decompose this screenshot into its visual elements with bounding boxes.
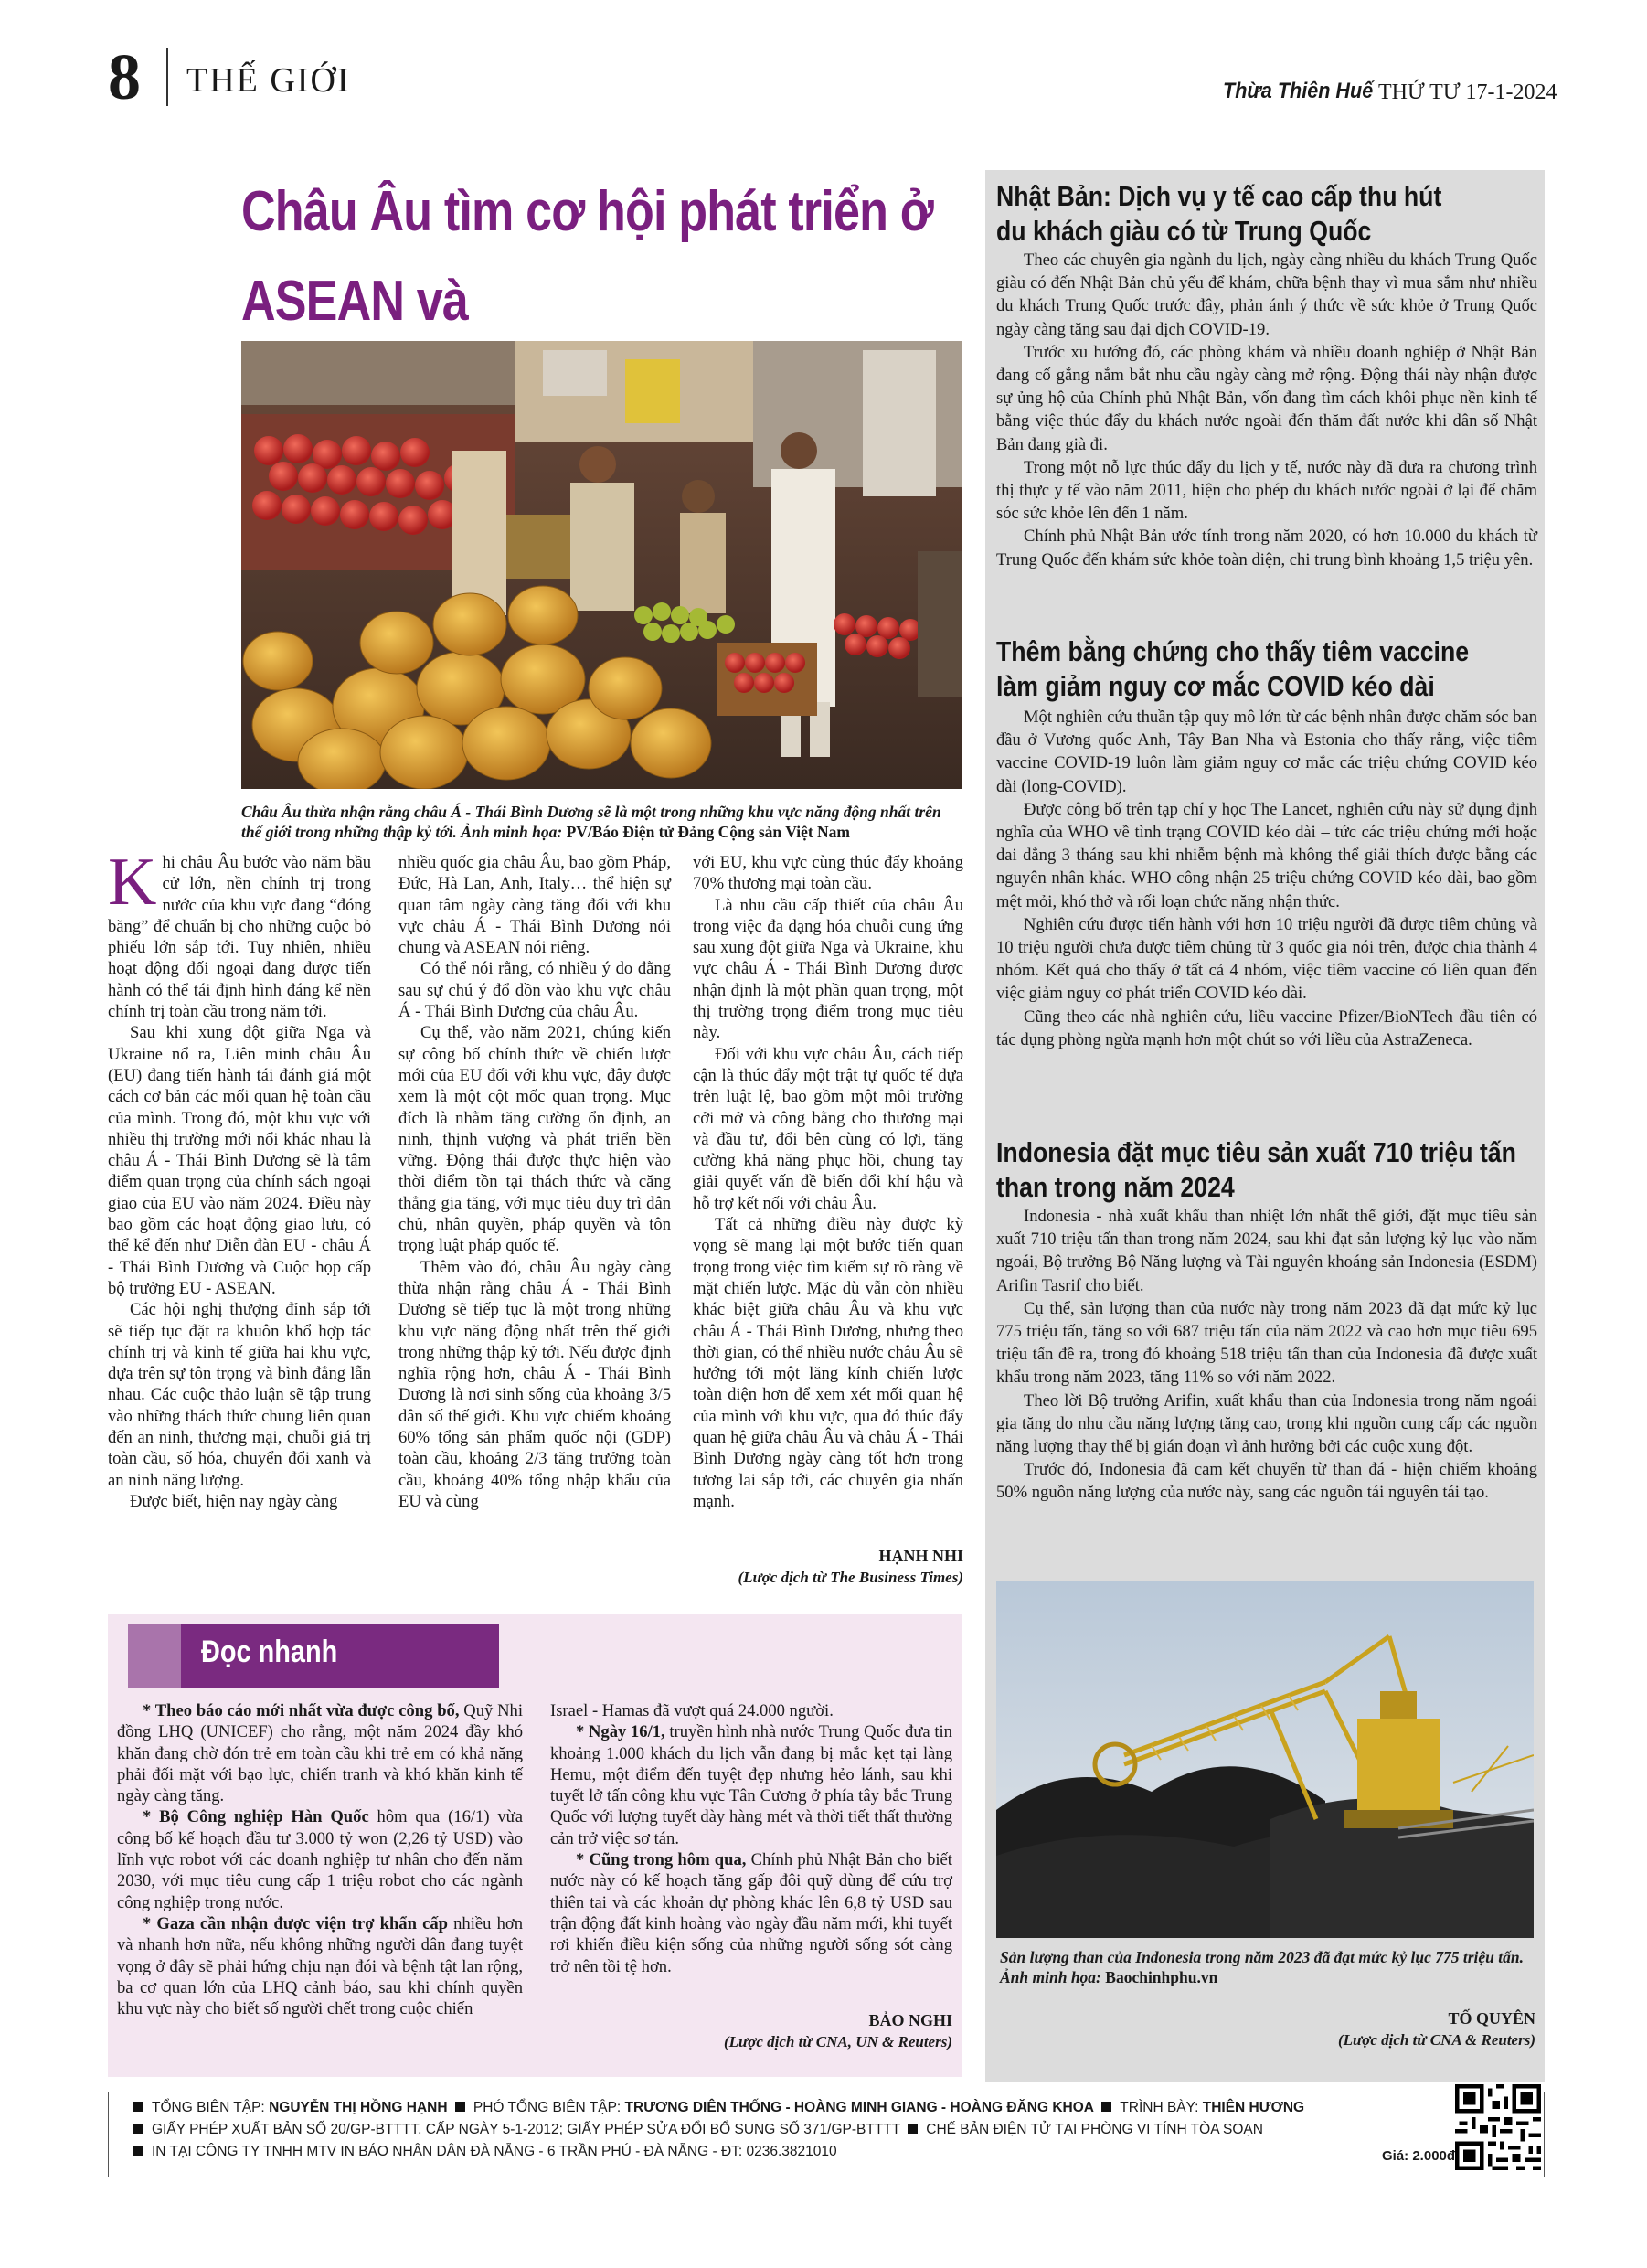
footer-text: GIẤY PHÉP XUẤT BẢN SỐ 20/GP-BTTTT, CẤP NGÀY 5-1-2012; GIẤY PHÉP SỬA ĐỔI BỔ SUNG SỐ 371/GP-BTTTT xyxy=(152,2122,900,2137)
coal-terminal-photo xyxy=(996,1581,1534,1938)
headline-line: du khách giàu có từ Trung Quốc xyxy=(996,215,1372,247)
market-photo xyxy=(241,341,962,789)
quick-item xyxy=(550,1721,952,1849)
paragraph: Cũng theo các nhà nghiên cứu, liều vaccine Pfizer/BioNTech đầu tiên có tác dụng phòng ngừa mạnh hơn một chút so với liều của AstraZeneca. xyxy=(996,1006,1537,1049)
paragraph: Tất cả những điều này được kỳ vọng sẽ mang lại một bước tiến quan trọng trong việc tìm kiếm sự rõ ràng về mặt chiến lược. Mặc dù vẫn còn nhiều khác biệt giữa châu Âu và khu vực châu Á - Thái Bình Dương, nhưng theo thời gian, có thể nhiều nước châu Âu sẽ hướng tới một lăng kính chiến lược toàn diện hơn để xem xét mối quan hệ của mình với khu vực, qua đó thúc đẩy quan hệ giữa châu Âu và châu Á - Thái Bình Dương ngày càng tốt hơn trong tương lai sắp tới, các chuyên gia nhấn mạnh. xyxy=(693,1215,963,1511)
paragraph: Trong một nỗ lực thúc đẩy du lịch y tế, nước này đã đưa ra chương trình thị thực y tế vào năm 2011, hiện cho phép du khách nước ngoài ở lại để chăm sóc sức khỏe lên đến 1 năm. xyxy=(996,457,1537,524)
bullet-square-icon xyxy=(1101,2102,1111,2112)
paragraph: Cụ thể, vào năm 2021, chúng kiến sự công bố chính thức về chiến lược mới của EU đối với khu vực, đây được xem là một cột mốc quan trọng. Mục đích là nhằm tăng cường ổn định, an ninh, thịnh vượng và phát triển bền vững. Động thái được thực hiện vào thời điểm tồn tại thách thức và căng thẳng gia tăng, với mục tiêu duy trì dân chủ, nhân quyền, pháp quyền và tôn trọng luật pháp quốc tế. xyxy=(398,1023,671,1256)
footer-value: NGUYỄN THỊ HỒNG HẠNH xyxy=(269,2100,448,2115)
section-title: THẾ GIỚI xyxy=(186,61,351,100)
quick-item xyxy=(117,1806,523,1912)
caption-text: Châu Âu thừa nhận rằng châu Á - Thái Bình Dương sẽ là một trong những khu vực năng động nhất trên thế giới trong những thập kỷ tới. Ảnh minh họa: xyxy=(241,803,941,841)
footer-value: TRƯƠNG DIÊN THỐNG - HOÀNG MINH GIANG - HOÀNG ĐĂNG KHOA xyxy=(624,2100,1094,2115)
footer-row-editors xyxy=(130,2097,1304,2119)
paragraph: Có thể nói rằng, có nhiều ý do đằng sau sự chú ý đổ dồn vào khu vực châu Á - Thái Bình Dương của châu Âu. xyxy=(398,959,671,1022)
quick-item-lead: * Bộ Công nghiệp Hàn Quốc xyxy=(143,1807,369,1827)
footer-value: THIÊN HƯƠNG xyxy=(1202,2100,1305,2115)
market-photo-caption xyxy=(241,802,963,842)
price-label: Giá: 2.000đ xyxy=(1382,2148,1456,2164)
paragraph: Nghiên cứu được tiến hành với hơn 10 triệu người đã được tiêm chủng và 10 triệu người chưa được tiêm chủng từ 3 quốc gia nói trên, được chia thành 4 nhóm. Kết quả cho thấy ở tất cả 4 nhóm, việc tiêm vaccine có liên quan đến việc giảm nguy cơ phát triển COVID kéo dài. xyxy=(996,914,1537,1004)
paragraph: Một nghiên cứu thuần tập quy mô lớn từ các bệnh nhân được chăm sóc ban đầu ở Vương quốc Anh, Tây Ban Nha và Estonia cho thấy rằng, việc tiêm vaccine COVID-19 luôn làm giảm nguy cơ mắc các triệu chứng COVID kéo dài (long-COVID). xyxy=(996,708,1537,796)
footer-label: TRÌNH BÀY: xyxy=(1120,2100,1199,2115)
paragraph: Được biết, hiện nay ngày càng xyxy=(130,1491,338,1511)
quick-read-byline: BẢO NGHI xyxy=(868,2011,952,2029)
footer-row-printer xyxy=(130,2141,837,2163)
footer-label: PHÓ TỔNG BIÊN TẬP: xyxy=(473,2100,622,2115)
lead-text: hi châu Âu bước vào năm bầu cử lớn, nền chính trị trong nước của khu vực đang “đóng băng” để chuẩn bị cho những cuộc bỏ phiếu lớn sắp tới. Tuy nhiên, nhiều hoạt động đối ngoại đang được tiến hành có thể tái định hình đáng kể nền chính trị toàn cầu trong năm tới. xyxy=(108,853,371,1022)
quick-item xyxy=(117,1913,523,2019)
bullet-square-icon xyxy=(133,2102,143,2112)
article-column-3 xyxy=(693,852,963,1512)
quick-item xyxy=(117,1700,523,1806)
quick-item-continued: Israel - Hamas đã vượt quá 24.000 người. xyxy=(550,1701,834,1720)
article-source: (Lược dịch từ The Business Times) xyxy=(738,1569,963,1586)
paragraph: nhiều quốc gia châu Âu, bao gồm Pháp, Đức, Hà Lan, Anh, Italy… thể hiện sự quan tâm ngày càng tăng đối với khu vực châu Á - Thái Bình Dương nói chung và ASEAN nói riêng. xyxy=(398,853,671,958)
paragraph: Trước xu hướng đó, các phòng khám và nhiều doanh nghiệp ở Nhật Bản đang cố gắng nắm bắt nhu cầu ngày càng mở rộng. Động thái này nhận được sự ủng hộ của Chính phủ Nhật Bản, vốn đang tìm cách khôi phục nền kinh tế bằng việc thúc đẩy du khách nước ngoài đến thăm đất nước khi dân số Nhật Bản đang già đi. xyxy=(996,342,1537,454)
japan-story xyxy=(996,249,1537,571)
drop-cap: K xyxy=(108,845,157,920)
main-headline-line1: Châu Âu tìm cơ hội phát triển ở ASEAN và xyxy=(241,180,933,333)
japan-headline xyxy=(996,179,1538,249)
paragraph: Đối với khu vực châu Âu, cách tiếp cận là thúc đẩy một trật tự quốc tế dựa trên luật lệ, bao gồm một môi trường cởi mở và công bằng cho thương mại và đầu tư, đổi bên cùng có lợi, tăng cường khả năng phục hồi, chung tay giải quyết vấn đề biến đổi khí hậu và hỗ trợ kết nối với châu Âu. xyxy=(693,1044,963,1213)
vaccine-story xyxy=(996,706,1537,1051)
quick-item-lead: * Cũng trong hôm qua, xyxy=(576,1850,747,1870)
paragraph: Được công bố trên tạp chí y học The Lancet, nghiên cứu này sử dụng định nghĩa của WHO về tình trạng COVID kéo dài – tức các triệu chứng mới hoặc dai dẳng 3 tháng sau khi nhiễm bệnh mà không thể giải thích được bằng các nguyên nhân khác. WHO công nhận 25 triệu chứng COVID kéo dài, bao gồm mệt mỏi, khó thở và rối loạn chức năng nhận thức. xyxy=(996,799,1537,911)
quick-item-lead: * Ngày 16/1, xyxy=(576,1722,665,1742)
quick-read-title: Đọc nhanh xyxy=(201,1634,338,1669)
quick-item-lead: * Theo báo cáo mới nhất vừa được công bố, xyxy=(143,1701,460,1720)
caption-text: Sản lượng than của Indonesia trong năm 2023 đã đạt mức kỷ lục 775 triệu tấn. Ảnh minh họa: xyxy=(1000,1948,1524,1986)
paragraph: Theo các chuyên gia ngành du lịch, ngày càng nhiều du khách Trung Quốc giàu có đến Nhật Bản chủ yếu để khám, chữa bệnh thay vì mua sắm như nhiều du khách Trung Quốc trước đây, phản ánh ý thức về sức khỏe ở Trung Quốc ngày càng tăng sau đại dịch COVID-19. xyxy=(996,250,1537,339)
paragraph: Là nhu cầu cấp thiết của châu Âu trong việc đa dạng hóa chuỗi cung ứng sau xung đột giữa Nga và Ukraine, khu vực châu Á - Thái Bình Dương được nhận định là một phần quan trọng, một thị trường trọng điểm trong mục tiêu này. xyxy=(693,895,963,1043)
indonesia-source: (Lược dịch từ CNA & Reuters) xyxy=(1337,2031,1535,2049)
indonesia-headline xyxy=(996,1135,1538,1205)
quick-read-tab-accent xyxy=(128,1624,181,1688)
paragraph: Theo lời Bộ trưởng Arifin, xuất khẩu than của Indonesia trong năm ngoái gia tăng do nhu cầu năng lượng tăng cao, trong khi nguồn cung cấp các nguồn năng lượng thay thế bị gián đoạn vì ảnh hưởng bởi các cuộc xung đột. xyxy=(996,1390,1537,1457)
headline-line: Indonesia đặt mục tiêu sản xuất 710 triệu tấn xyxy=(996,1136,1516,1168)
caption-credit: Baochinhphu.vn xyxy=(1105,1968,1218,1986)
coal-photo-caption xyxy=(1000,1947,1539,1987)
headline-line: than trong năm 2024 xyxy=(996,1171,1235,1203)
paragraph: với EU, khu vực cùng thúc đẩy khoảng 70% thương mại toàn cầu. xyxy=(693,853,963,894)
paragraph: Các hội nghị thượng đỉnh sắp tới sẽ tiếp tục đặt ra khuôn khổ hợp tác chính trị và kinh tế giữa hai khu vực, dựa trên sự tôn trọng và bình đẳng lẫn nhau. Các cuộc thảo luận sẽ tập trung vào những thách thức chung liên quan đến an ninh, thương mại, chuỗi giá trị toàn cầu, số hóa, chuyển đổi xanh và an ninh năng lượng. xyxy=(108,1300,371,1490)
quick-item-text: Quỹ Nhi đồng LHQ (UNICEF) cho rằng, một năm 2024 đầy khó khăn đang chờ đón trẻ em toàn cầu khi trẻ em có khả năng phải đối mặt với bạo lực, chiến tranh và khó khăn kinh tế ngày càng tăng. xyxy=(117,1701,524,1806)
footer-text: IN TẠI CÔNG TY TNHH MTV IN BÁO NHÂN DÂN ĐÀ NẴNG - 6 TRẦN PHÚ - ĐÀ NẴNG - ĐT: 0236.3821010 xyxy=(152,2144,837,2159)
footer-row-license xyxy=(130,2119,1263,2141)
header-divider xyxy=(166,48,168,106)
paragraph: Chính phủ Nhật Bản ước tính trong năm 2020, có hơn 10.000 du khách từ Trung Quốc đến khám sức khỏe toàn diện, chi trung bình khoảng 1,5 triệu yên. xyxy=(996,527,1537,570)
quick-item-text: hôm qua (16/1) vừa công bố kế hoạch đầu tư 3.000 tỷ won (2,26 tỷ USD) vào lĩnh vực robot với các doanh nghiệp tư nhân cho đến năm 2030, với mục tiêu cung cấp 1 triệu robot cho các ngành công nghiệp trong nước. xyxy=(117,1807,523,1912)
article-column-1 xyxy=(108,845,371,1512)
article-column-2 xyxy=(398,852,671,1512)
masthead: Thừa Thiên Huế xyxy=(1223,79,1374,103)
paragraph: Cụ thể, sản lượng than của nước này trong năm 2023 đã đạt mức kỷ lục 775 triệu tấn, tăng so với 687 triệu tấn của năm 2022 và cao hơn mục tiêu 695 triệu tấn đề ra, trong đó khoảng 518 triệu tấn than của Indonesia đã được xuất khẩu trong năm 2023, tăng 11% so với năm 2022. xyxy=(996,1298,1537,1388)
caption-credit: PV/Báo Điện tử Đảng Cộng sản Việt Nam xyxy=(566,823,851,841)
footer-label: TỔNG BIÊN TẬP: xyxy=(152,2100,265,2115)
qr-code-icon[interactable] xyxy=(1455,2084,1541,2170)
headline-line: làm giảm nguy cơ mắc COVID kéo dài xyxy=(996,670,1435,702)
quick-read-column-1 xyxy=(117,1700,523,2019)
indonesia-byline: TỐ QUYÊN xyxy=(1448,2009,1535,2028)
page-number: 8 xyxy=(108,40,141,113)
quick-read-source: (Lược dịch từ CNA, UN & Reuters) xyxy=(723,2033,952,2050)
lead-paragraph xyxy=(108,845,371,1022)
quick-item-text: nhiều hơn và nhanh hơn nữa, nếu không những người dân đang tuyệt vọng ở đây sẽ phải hứng chịu nạn đói và bệnh tật lan rộng, ba cơ quan lớn của LHQ cảnh báo, sau khi chính quyền khu vực này cho biết số người chết trong cuộc chiến xyxy=(117,1913,523,2019)
article-byline: HẠNH NHI xyxy=(878,1547,963,1565)
bullet-square-icon xyxy=(455,2102,465,2112)
footer-text: CHẾ BẢN ĐIỆN TỬ TẠI PHÒNG VI TÍNH TÒA SOẠN xyxy=(926,2122,1263,2137)
issue-date: THỨ TƯ 17-1-2024 xyxy=(1378,80,1557,104)
quick-item-lead: * Gaza cần nhận được viện trợ khẩn cấp xyxy=(143,1913,448,1933)
bullet-square-icon xyxy=(133,2124,143,2134)
quick-item xyxy=(550,1849,952,1977)
vaccine-headline xyxy=(996,634,1538,704)
quick-item-text: Chính phủ Nhật Bản cho biết nước này có kế hoạch tăng gấp đôi quỹ dùng để cứu trợ thiên tai và các khoản dự phòng khác lên 6,8 tỷ USD sau trận động đất kinh hoàng vào ngày đầu năm mới, khi tuyết rơi khiến điều kiện sống của những người sống sót càng trở nên tồi tệ hơn. xyxy=(550,1850,952,1976)
paragraph: Trước đó, Indonesia đã cam kết chuyển từ than đá - hiện chiếm khoảng 50% nguồn năng lượng của nước này, sang các nguồn tái nguyên tái tạo. xyxy=(996,1460,1537,1503)
bullet-square-icon xyxy=(133,2146,143,2156)
indonesia-story xyxy=(996,1205,1537,1505)
paragraph: Indonesia - nhà xuất khẩu than nhiệt lớn nhất thế giới, đặt mục tiêu sản xuất 710 triệu tấn than trong năm 2024, sau khi đạt sản lượng kỷ lục vào năm ngoái, Bộ trưởng Bộ Năng lượng và Tài nguyên khoáng sản Indonesia (ESDM) Arifin Tasrif cho biết. xyxy=(996,1207,1537,1295)
headline-line: Nhật Bản: Dịch vụ y tế cao cấp thu hút xyxy=(996,180,1442,212)
paragraph: Thêm vào đó, châu Âu ngày càng thừa nhận rằng châu Á - Thái Bình Dương sẽ tiếp tục là một trong những khu vực năng động nhất trên thế giới trong những thập kỷ tới. Nếu được định nghĩa rộng hơn, châu Á - Thái Bình Dương là nơi sinh sống của khoảng 3/5 dân số thế giới. Khu vực chiếm khoảng 60% tổng sản phẩm quốc nội (GDP) toàn cầu, khoảng 2/3 tăng trưởng toàn cầu, khoảng 40% tổng nhập khẩu của EU và cùng xyxy=(398,1257,671,1511)
paragraph: Sau khi xung đột giữa Nga và Ukraine nổ ra, Liên minh châu Âu (EU) đang tiến hành tái đánh giá một cách cơ bản các mối quan hệ toàn cầu của mình. Trong đó, một khu vực với nhiều thị trường mới nổi khác nhau là châu Á - Thái Bình Dương sẽ là tâm điểm quan trọng của chính sách ngoại giao của EU vào năm 2024. Điều này bao gồm các hoạt động giao lưu, có thể kể đến như Diễn đàn EU - châu Á - Thái Bình Dương và Cuộc họp cấp bộ trưởng EU - ASEAN. xyxy=(108,1023,371,1298)
quick-item-text: truyền hình nhà nước Trung Quốc đưa tin khoảng 1.000 khách du lịch vẫn đang bị mắc kẹt tại làng Hemu, một điểm đến tuyệt đẹp nhưng hẻo lánh, sau khi tuyết lở tấn công khu vực Tân Cương ở phía tây bắc Trung Quốc với lượng tuyết dày hàng mét và thời tiết thất thường cản trở việc sơ tán. xyxy=(550,1722,952,1848)
headline-line: Thêm bằng chứng cho thấy tiêm vaccine xyxy=(996,635,1470,667)
quick-read-column-2 xyxy=(550,1700,952,1977)
bullet-square-icon xyxy=(908,2124,918,2134)
